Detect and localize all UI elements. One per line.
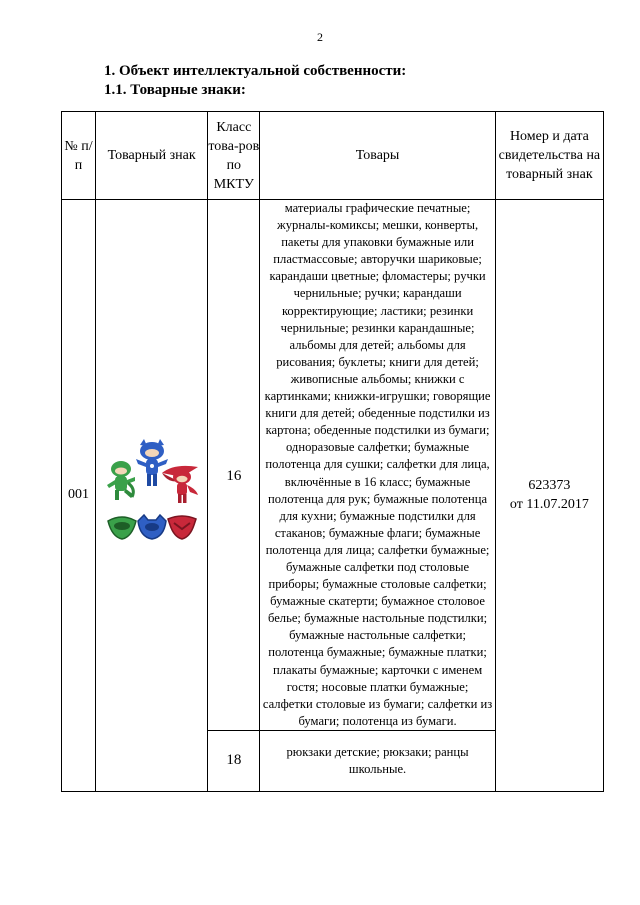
gekko-emblem <box>108 517 136 539</box>
section-heading: 1. Объект интеллектуальной собственности: <box>104 63 407 79</box>
class-cell-16 <box>208 200 260 731</box>
class-cell-18: 18 <box>208 730 260 791</box>
table-row <box>62 200 604 731</box>
class-value: 16 <box>226 468 242 484</box>
header-goods: Товары <box>260 112 495 200</box>
trademark-cell <box>96 200 208 792</box>
header-number: № п/п <box>62 112 96 200</box>
gekko-figure <box>107 461 135 500</box>
page-number: 2 <box>317 30 323 44</box>
registration-cell <box>495 200 603 792</box>
owlette-figure <box>162 466 198 503</box>
registration-number: 623373 <box>528 478 571 494</box>
owlette-emblem <box>168 516 196 539</box>
registration-date: от 11.07.2017 <box>509 497 589 513</box>
trademark-image <box>104 437 200 553</box>
header-registration: Номер и дата свидетельства на товарный знак <box>495 112 603 200</box>
header-class: Класс това-ров по МКТУ <box>208 112 260 200</box>
table-header-row <box>62 112 604 200</box>
goods-cell-18: рюкзаки детские; рюкзаки; ранцы школьные. <box>260 730 495 791</box>
goods-cell-16: материалы графические печатные; журналы-комиксы; мешки, конверты, пакеты для упаковки бумажные или пластмассовые; авторучки шариковые; карандаши цветные; фломастеры; ручки чернильные; ручки; карандаши корректирующие; ластики; резинки чернильные; резинки карандашные; альбомы для детей; альбомы для рисования; буклеты; книги для детей; живописные альбомы; книжки с картинками; книжки-игрушки; говорящие книги для детей; обеденные подстилки из картона; обеденные подстилки из бумаги; одноразовые салфетки; бумажные полотенца для сушки; салфетки для лица, включённые в 16 класс; бумажные полотенца для рук; бумажные полотенца для кухни; бумажные подстилки для стаканов; бумажные флаги; бумажные полотенца для лица; салфетки бумажные; бумажные салфетки под столовые приборы; бумажные столовые салфетки; бумажные скатерти; бумажное столовое белье; бумажные настольные подстилки; бумажные настольные салфетки; полотенца бумажные; бумажные платки; плакаты бумажные; карточки с именем гостя; носовые платки бумажные; салфетки столовые из бумаги; салфетки из бумаги; полотенца из бумаги. <box>260 200 495 731</box>
row-number: 001 <box>62 200 96 792</box>
subsection-heading: 1.1. Товарные знаки: <box>104 82 246 98</box>
catboy-emblem <box>138 515 166 539</box>
header-trademark: Товарный знак <box>96 112 208 200</box>
catboy-figure <box>136 439 168 486</box>
trademarks-table <box>61 111 604 792</box>
